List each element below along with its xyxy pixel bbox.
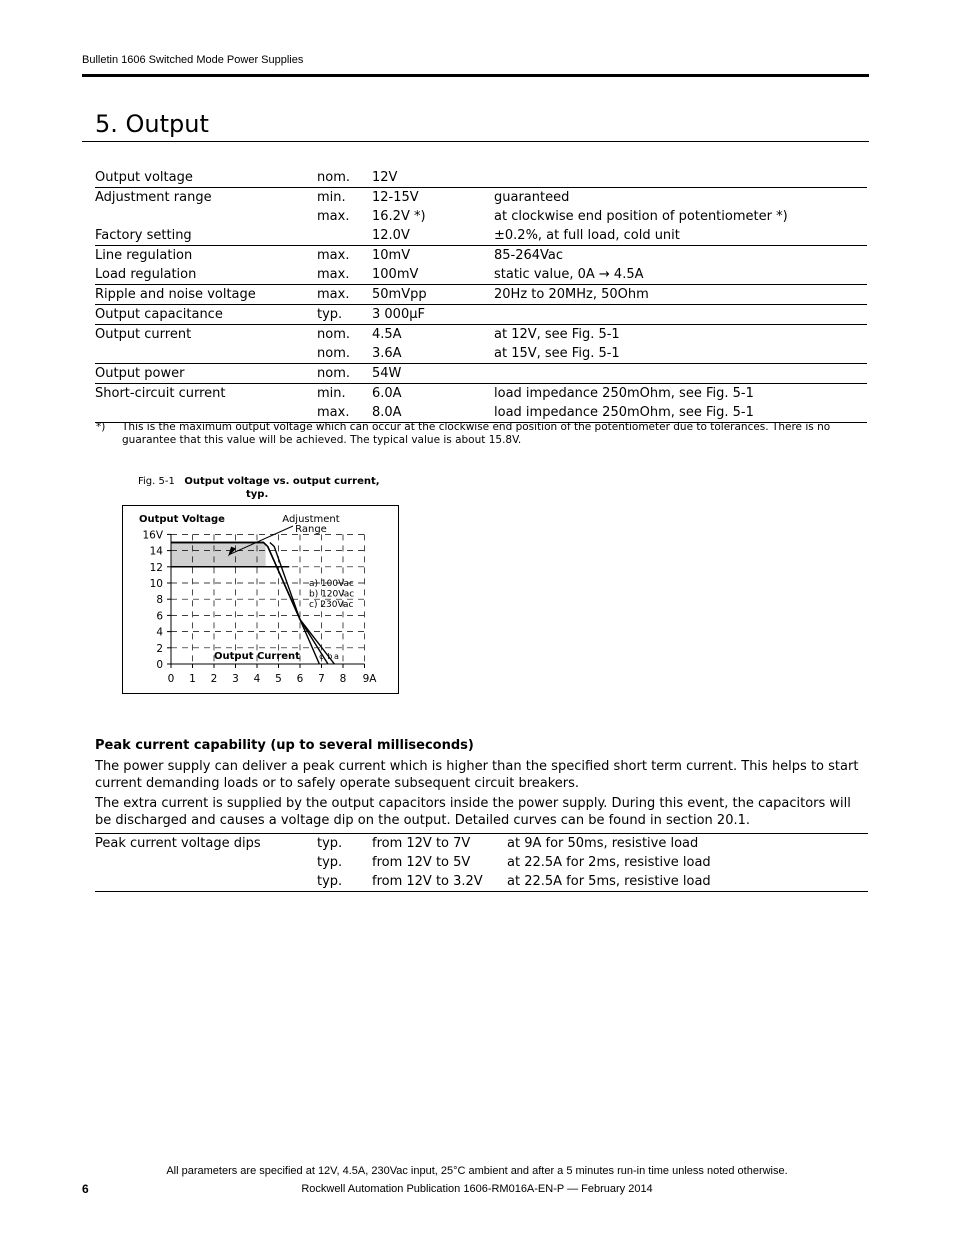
spec-cell: Line regulation	[95, 246, 317, 266]
chart-svg	[123, 506, 398, 693]
peak-row	[95, 834, 868, 854]
spec-cell: nom.	[317, 364, 372, 384]
spec-cell: guaranteed	[494, 188, 867, 208]
spec-cell: Short-circuit current	[95, 384, 317, 404]
peak-cell: typ.	[317, 855, 343, 870]
x-tick-label: 0	[167, 673, 175, 685]
spec-cell	[494, 305, 867, 325]
spec-cell	[95, 403, 317, 423]
figure-caption	[138, 476, 380, 487]
footer-note: All parameters are specified at 12V, 4.5A, 230Vac input, 25°C ambient and after a 5 minutes run-in time unless noted otherwise.	[166, 1165, 788, 1177]
spec-cell: Ripple and noise voltage	[95, 285, 317, 305]
peak-cell: from 12V to 3.2V	[372, 872, 507, 892]
peak-row	[95, 872, 868, 892]
spec-row	[95, 285, 867, 305]
peak-cell: at 22.5A for 5ms, resistive load	[507, 872, 868, 892]
spec-row	[95, 265, 867, 285]
section-title: 5. Output	[95, 110, 209, 138]
spec-cell: max.	[317, 285, 372, 305]
spec-cell	[95, 207, 317, 226]
peak-cell: at 9A for 50ms, resistive load	[507, 834, 868, 854]
adjustment-band	[171, 543, 266, 567]
spec-cell: at clockwise end position of potentiometer *)	[494, 209, 788, 224]
spec-row	[95, 207, 867, 226]
peak-cell: typ.	[317, 872, 372, 892]
spec-row	[95, 344, 867, 364]
peak-dips-table	[95, 833, 868, 892]
spec-cell: 10mV	[372, 246, 494, 266]
x-tick-label: 6	[296, 673, 304, 685]
y-tick-label: 0	[156, 659, 163, 671]
spec-row	[95, 168, 867, 188]
annotation-label-line2: Range	[295, 524, 327, 535]
y-tick-label: 10	[149, 578, 163, 590]
x-tick-label: 8	[339, 673, 347, 685]
spec-row	[95, 305, 867, 325]
x-tick-label: 9A	[362, 673, 377, 685]
spec-cell: 12-15V	[372, 188, 494, 208]
spec-cell: Output power	[95, 364, 317, 384]
peak-paragraph-1: The power supply can deliver a peak current which is higher than the specified short term current. This helps to start current demanding loads or to safely operate subsequent circuit breakers.	[95, 759, 859, 791]
peak-cell: from 12V to 5V	[372, 855, 471, 870]
header-rule	[82, 74, 869, 77]
series-tag-a: a	[333, 652, 339, 661]
spec-cell: 3 000µF	[372, 305, 494, 325]
spec-row	[95, 403, 867, 423]
figure-title-cont: typ.	[246, 489, 269, 500]
spec-cell: max.	[317, 403, 372, 423]
spec-cell: 4.5A	[372, 325, 494, 345]
running-header: Bulletin 1606 Switched Mode Power Supplies	[82, 54, 304, 66]
spec-cell: at 12V, see Fig. 5-1	[494, 325, 867, 345]
spec-cell: 85-264Vac	[494, 246, 867, 266]
page-number: 6	[82, 1182, 89, 1196]
spec-row	[95, 364, 867, 384]
spec-cell: Output current	[95, 325, 317, 345]
spec-cell: Output capacitance	[95, 305, 317, 325]
peak-cell: typ.	[317, 834, 372, 854]
peak-cell	[95, 853, 317, 872]
spec-cell: load impedance 250mOhm, see Fig. 5-1	[494, 403, 867, 423]
spec-row	[95, 188, 867, 208]
y-tick-label: 12	[149, 561, 163, 574]
adjustment-range-curve	[270, 543, 300, 620]
spec-cell: 54W	[372, 364, 494, 384]
spec-row	[95, 246, 867, 266]
spec-cell: 16.2V *)	[372, 209, 426, 224]
legend-entry: c) 230Vac	[309, 600, 354, 610]
spec-row	[95, 226, 867, 246]
footnote-mark: *)	[96, 421, 106, 433]
spec-cell: Output voltage	[95, 170, 193, 185]
x-tick-label: 4	[253, 673, 261, 685]
spec-cell: max.	[317, 267, 350, 282]
spec-cell: 50mVpp	[372, 285, 494, 305]
y-tick-label: 16V	[142, 529, 163, 542]
spec-cell: 12V	[372, 170, 398, 185]
figure-title: Output voltage vs. output current,	[184, 476, 380, 487]
peak-cell: at 22.5A for 2ms, resistive load	[507, 855, 711, 870]
spec-cell: nom.	[317, 325, 372, 345]
x-tick-label: 1	[189, 673, 196, 685]
y-tick-label: 4	[156, 626, 163, 639]
spec-cell: min.	[317, 188, 372, 208]
y-tick-label: 14	[149, 545, 163, 558]
spec-cell	[317, 226, 372, 246]
spec-cell: static value, 0A → 4.5A	[494, 267, 644, 282]
series-tag-c: c	[319, 652, 324, 661]
spec-cell: load impedance 250mOhm, see Fig. 5-1	[494, 384, 867, 404]
spec-cell: 8.0A	[372, 403, 494, 423]
peak-cell	[95, 872, 317, 892]
legend-entry: b) 120Vac	[309, 589, 355, 600]
legend-entry: a) 100Vac	[309, 579, 354, 589]
spec-cell: typ.	[317, 305, 372, 325]
x-tick-label: 7	[318, 673, 325, 685]
x-tick-label: 5	[275, 673, 282, 685]
peak-row	[95, 853, 868, 872]
spec-cell: 6.0A	[372, 384, 494, 404]
annotation-label-line1: Adjustment	[282, 514, 340, 525]
spec-cell	[494, 168, 867, 188]
spec-cell: max.	[317, 209, 350, 224]
peak-cell: from 12V to 7V	[372, 834, 507, 854]
spec-cell	[494, 364, 867, 384]
spec-cell: 20Hz to 20MHz, 50Ohm	[494, 285, 867, 305]
series-tag-b: b	[327, 652, 333, 661]
y-tick-label: 2	[156, 642, 163, 655]
spec-cell: at 15V, see Fig. 5-1	[494, 346, 620, 361]
spec-cell: nom.	[317, 170, 350, 185]
spec-cell: 12.0V	[372, 228, 410, 243]
x-tick-label: 3	[232, 673, 239, 685]
spec-cell: Load regulation	[95, 267, 197, 282]
x-tick-label: 2	[210, 673, 218, 685]
peak-paragraph-2: The extra current is supplied by the output capacitors inside the power supply. During this event, the capacitors will be discharged and causes a voltage dip on the output. Detailed curves can be found in section 20.1.	[95, 796, 851, 828]
spec-cell: 100mV	[372, 267, 419, 282]
peak-cell: Peak current voltage dips	[95, 834, 317, 854]
spec-cell: Factory setting	[95, 228, 192, 243]
spec-cell: nom.	[317, 346, 350, 361]
spec-row	[95, 325, 867, 345]
spec-cell: ±0.2%, at full load, cold unit	[494, 228, 680, 243]
footer-publication: Rockwell Automation Publication 1606-RM016A-EN-P — February 2014	[301, 1183, 653, 1195]
y-tick-label: 6	[156, 610, 163, 623]
x-axis-title: Output Current	[214, 651, 300, 662]
footnote-text: This is the maximum output voltage which can occur at the clockwise end position of the potentiometer due to tolerances. There is no guarantee that this value will be achieved. The typical value is about 15.8V.	[122, 421, 831, 446]
spec-cell: max.	[317, 246, 372, 266]
spec-cell: Adjustment range	[95, 188, 317, 208]
y-axis-title: Output Voltage	[139, 514, 225, 525]
figure-label: Fig. 5-1	[138, 476, 175, 487]
section-rule	[82, 141, 869, 142]
y-tick-label: 8	[156, 594, 163, 607]
spec-cell: min.	[317, 384, 372, 404]
output-voltage-chart	[122, 505, 399, 694]
peak-heading: Peak current capability (up to several milliseconds)	[95, 738, 474, 753]
spec-row	[95, 384, 867, 404]
spec-cell: 3.6A	[372, 346, 402, 361]
output-spec-table	[95, 168, 867, 423]
spec-cell	[95, 344, 317, 364]
